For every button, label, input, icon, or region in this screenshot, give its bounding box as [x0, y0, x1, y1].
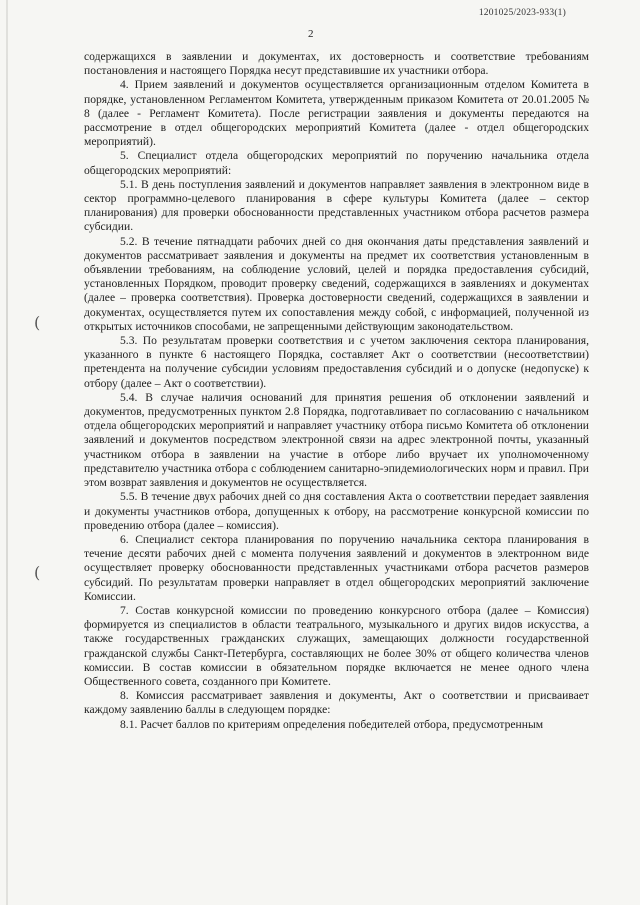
punch-hole-mark: ( [34, 313, 41, 332]
paragraph-5-4: 5.4. В случае наличия оснований для принятия решения об отклонении заявлений и документов, предусмотренных пунктом 2.8 Порядка, подготавливает по согласованию с начальником отдела общегородских мероприятий и направляет участнику отбора письмо Комитета об отклонении заявлений и документов посредством электронной связи на адрес электронной почты, указанный участником отбора в заявлении на участие в отборе либо вручает их уполномоченному представителю участника отбора с соблюдением санитарно-эпидемиологических норм и правил. При этом возврат заявления и документов не осуществляется. [84, 390, 589, 490]
paragraph-8-1: 8.1. Расчет баллов по критериям определения победителей отбора, предусмотренным [120, 717, 544, 731]
paragraph-6: 6. Специалист сектора планирования по поручению начальника сектора планирования в течение десяти рабочих дней с момента получения заявлений и документов в электронном виде осуществляет проверку обоснованности представленных участниками отбора расчетов размеров субсидий. По результатам проверки направляет в отдел общегородских мероприятий заключение Комиссии. [84, 532, 589, 603]
paragraph-5-3: 5.3. По результатам проверки соответствия и с учетом заключения сектора планирования, указанного в пункте 6 настоящего Порядка, составляет Акт о соответствии (несоответствии) претендента на получение субсидии условиям предоставления субсидий и о допуске (недопуске) к отбору (далее – Акт о соответствии). [84, 334, 589, 390]
paragraph: содержащихся в заявлении и документах, их достоверность и соответствие требованиям постановления и настоящего Порядка несут представившие их участники отбора. [84, 50, 589, 78]
document-body [84, 50, 589, 732]
paragraph-5-2: 5.2. В течение пятнадцати рабочих дней со дня окончания даты представления заявлений и документов рассматривает заявления и документы на предмет их соответствия установленным в объявлении требованиям, на соблюдение условий, целей и порядка предоставления субсидий, установленных Порядком, проводит проверку сведений, содержащихся в заявлениях и документах (далее – проверка соответствия). Проверка достоверности сведений, содержащихся в заявлении и документах, осуществляется путем их сопоставления между собой, с информацией, полученной из открытых источников способами, не запрещенными действующим законодательством. [84, 234, 589, 333]
page-number: 2 [308, 28, 314, 40]
paragraph-8: 8. Комиссия рассматривает заявления и документы, Акт о соответствии и присваивает каждому заявлению баллы в следующем порядке: [84, 689, 589, 717]
paragraph-5-1: 5.1. В день поступления заявлений и документов направляет заявления в электронном виде в сектор программно-целевого планирования в сфере культуры Комитета (далее – сектор планирования) для проверки обоснованности представленных участником отбора расчетов размера субсидии. [84, 177, 589, 234]
paragraph-5-5: 5.5. В течение двух рабочих дней со дня составления Акта о соответствии передает заявления и документы участников отбора, допущенных к отбору, на рассмотрение конкурсной комиссии по проведению отбора (далее – комиссия). [84, 490, 589, 532]
paragraph-5: 5. Специалист отдела общегородских мероприятий по поручению начальника отдела общегородских мероприятий: [84, 149, 589, 177]
scan-edge [6, 0, 8, 905]
paragraph-7: 7. Состав конкурсной комиссии по проведению конкурсного отбора (далее – Комиссия) формируется из специалистов в области театрального, музыкального и других видов искусства, а также государственных гражданских служащих, замещающих должности государственной гражданской службы Санкт-Петербурга, составляющих не более 30% от общего количества членов комиссии. В состав комиссии в обязательном порядке включается не менее одного члена Общественного совета, созданного при Комитете. [84, 603, 589, 688]
punch-hole-mark: ( [34, 563, 41, 582]
reference-number: 1201025/2023-933(1) [478, 8, 566, 18]
paragraph-4: 4. Прием заявлений и документов осуществляется организационным отделом Комитета в порядке, установленном Регламентом Комитета, утвержденным приказом Комитета от 20.01.2005 № 8 (далее - Регламент Комитета). После регистрации заявления и документы передаются на рассмотрение в отдел общегородских мероприятий Комитета (далее - отдел общегородских мероприятий). [84, 78, 589, 149]
